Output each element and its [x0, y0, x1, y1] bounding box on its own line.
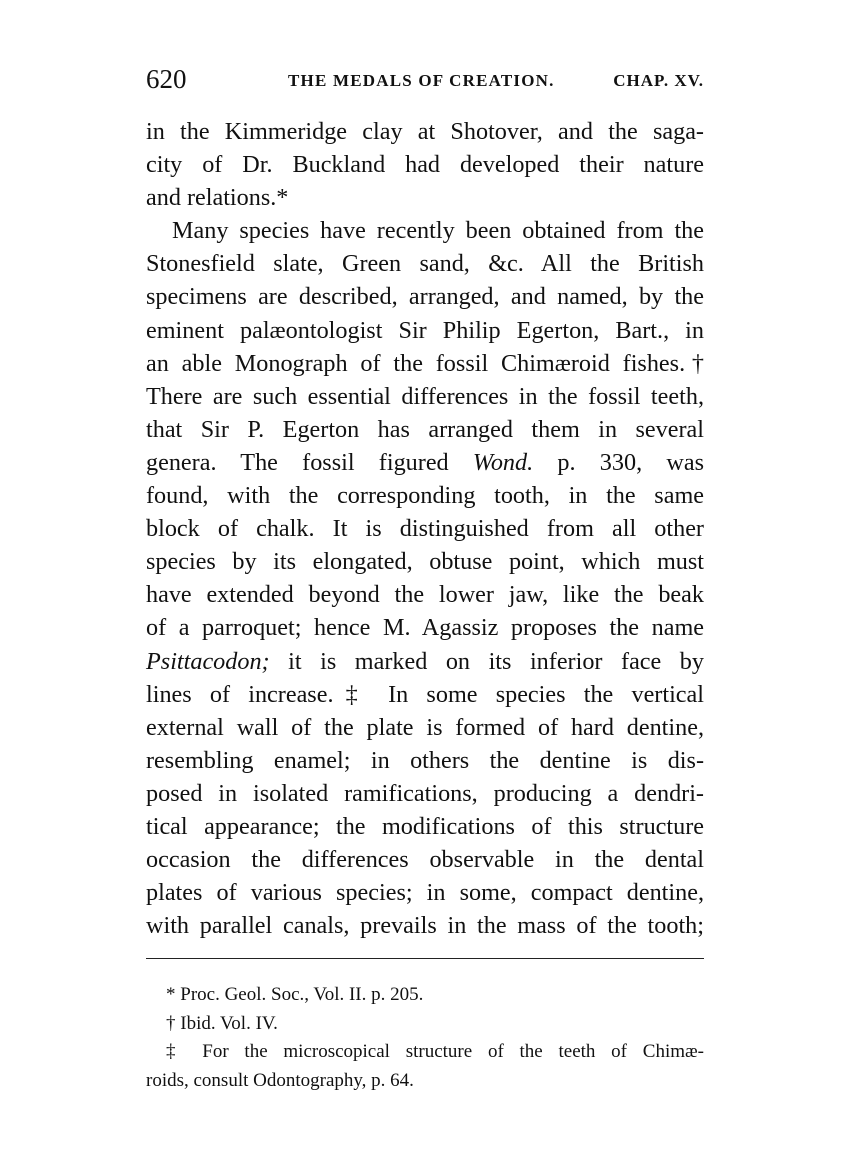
text-line: tical appearance; the modifications of this structure [146, 812, 704, 840]
text-line: resembling enamel; in others the dentine is dis- [146, 746, 704, 774]
text-line: genera. The fossil figured Wond. p. 330, was [146, 448, 704, 476]
text-line: in the Kimmeridge clay at Shotover, and the saga- [146, 118, 704, 145]
text-line: Many species have recently been obtained from the [172, 217, 704, 245]
text-line: plates of various species; in some, compact dentine, [146, 879, 704, 907]
body-text [146, 115, 704, 942]
text-line: city of Dr. Buckland had developed their nature [146, 151, 704, 179]
text-line: specimens are described, arranged, and named, by the [146, 283, 704, 311]
running-head [146, 62, 704, 96]
text-line: an able Monograph of the fossil Chimæroid fishes.† [146, 349, 704, 377]
text-line: Stonesfield slate, Green sand, &c. All the British [146, 250, 704, 278]
text-line: of a parroquet; hence M. Agassiz proposes the name [146, 614, 704, 642]
text-line: species by its elongated, obtuse point, which must [146, 548, 704, 576]
text-line: and relations.* [146, 184, 289, 212]
footnotes [146, 981, 704, 1095]
italic-term: Wond. [472, 448, 534, 476]
chapter-label: CHAP. XV. [613, 71, 704, 90]
text-line: There are such essential differences in the fossil teeth, [146, 382, 704, 410]
text-line: block of chalk. It is distinguished from all other [146, 515, 704, 543]
footnote-divider [146, 958, 704, 959]
text-line: eminent palæontologist Sir Philip Egerton, Bart., in [146, 316, 704, 344]
text-line: Psittacodon; it is marked on its inferior face by [146, 647, 704, 675]
footnote: * Proc. Geol. Soc., Vol. II. p. 205. [166, 984, 424, 1005]
text-line: posed in isolated ramifications, producing a dendri- [146, 779, 704, 807]
text-line: external wall of the plate is formed of hard dentine, [146, 713, 704, 741]
footnote: ‡ For the microscopical structure of the teeth of Chimæ- [166, 1041, 704, 1062]
italic-term: Psittacodon; [146, 647, 270, 675]
running-title: THE MEDALS OF CREATION. [288, 71, 555, 90]
footnote: † Ibid. Vol. IV. [166, 1012, 278, 1034]
text-line: lines of increase.‡ In some species the vertical [146, 680, 704, 708]
text-line: that Sir P. Egerton has arranged them in several [146, 415, 704, 443]
text-line: occasion the differences observable in the dental [146, 846, 704, 874]
page-number: 620 [146, 64, 187, 94]
text-line: found, with the corresponding tooth, in the same [146, 482, 704, 510]
footnote: roids, consult Odontography, p. 64. [146, 1069, 414, 1091]
text-line: have extended beyond the lower jaw, like the beak [146, 581, 704, 609]
text-line: with parallel canals, prevails in the mass of the tooth; [146, 912, 704, 940]
